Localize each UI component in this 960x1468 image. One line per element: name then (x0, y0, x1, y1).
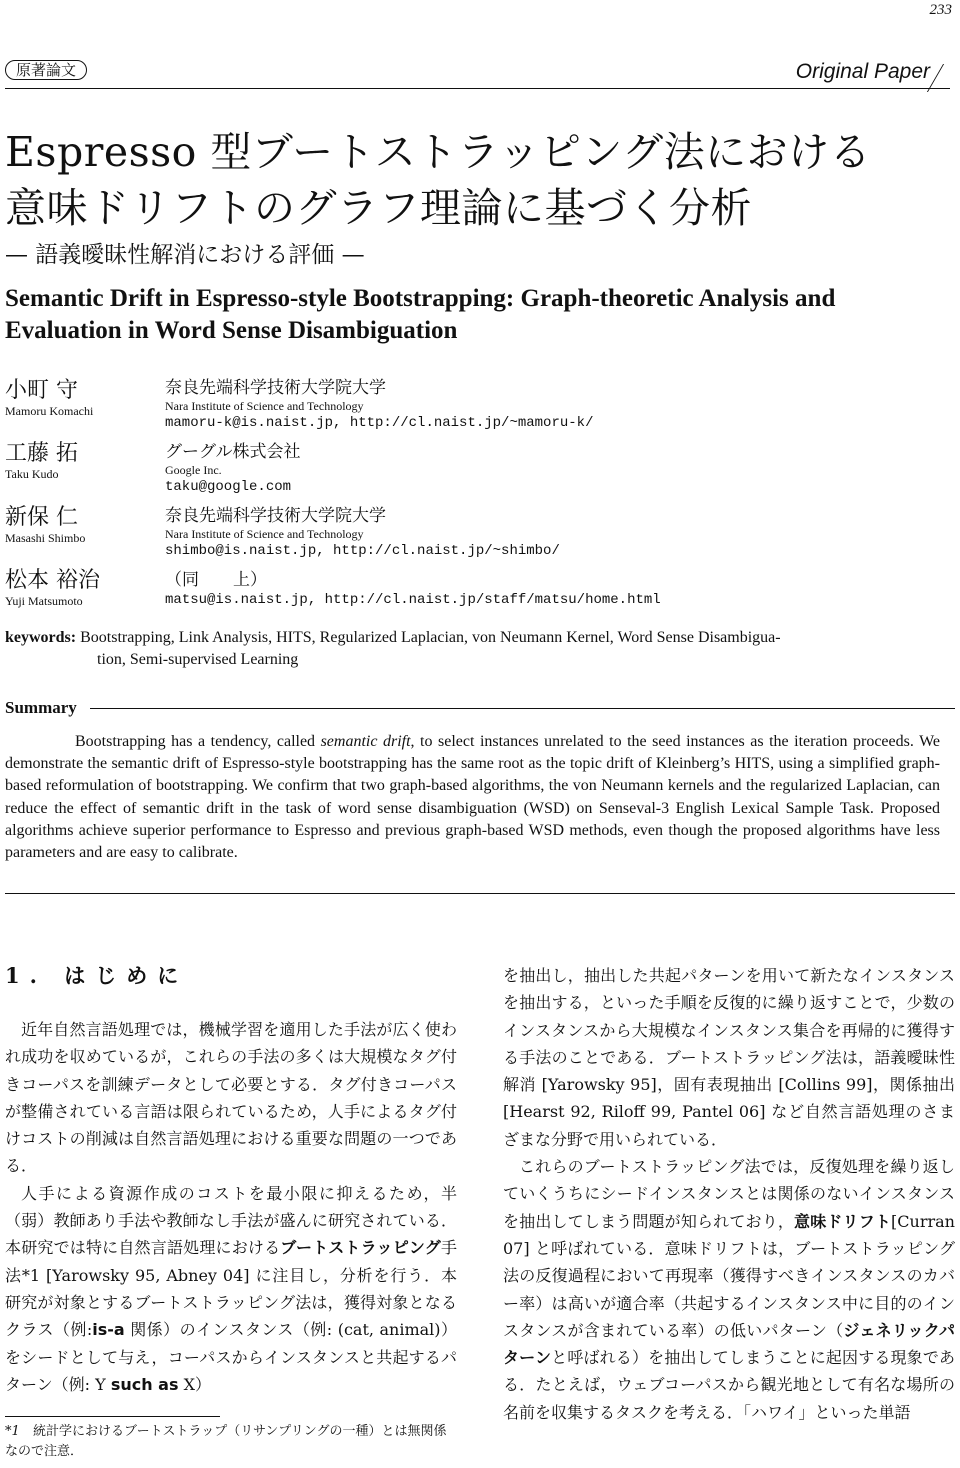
keywords-label: keywords: (5, 629, 77, 646)
subtitle-japanese: — 語義曖昧性解消における評価 — (5, 242, 365, 268)
bold-term: such as (110, 1374, 179, 1394)
text-run: 手法*1 [Yarowsky 95, Abney 04] に注目し，分析を行う．本研究が対象とするブートストラッピング法は，獲得対象となるクラス（例: (5, 1238, 457, 1340)
author-2 (5, 441, 78, 481)
author-4 (5, 568, 100, 608)
author-name-en: Yuji Matsumoto (5, 594, 83, 608)
author-name-ja: 小町 守 (5, 378, 78, 403)
title-english (5, 283, 950, 347)
header-rule (5, 88, 950, 89)
paper-category-tag: 原著論文 (5, 60, 87, 80)
affiliation-contact[interactable]: shimbo@is.naist.jp, http://cl.naist.jp/~shimbo/ (165, 543, 560, 559)
author-name-en: Mamoru Komachi (5, 404, 94, 418)
footnote-mark: *1 (5, 1424, 20, 1439)
paragraph: 近年自然言語処理では，機械学習を適用した手法が広く使われ成功を収めているが，これらの手法の多くは大規模なタグ付きコーパスを訓練データとして必要とする．タグ付きコーパスが整備されている言語は限られているため，人手によるタグ付けコストの削減は自然言語処理における重要な問題の一つである． (5, 1020, 457, 1176)
author-3 (5, 505, 85, 545)
summary-text: , to select instances unrelated to the seed instances as the iteration proceeds. We demonstrate the semantic drift of Espresso-style bootstrapping has the same root as the topic drift of Kleinberg’s HITS, using a simplified graph-based reformulation of bootstrapping. We confirm that two graph-based algorithms, the von Neumann kernels and the regularized Laplacian, can reduce the effect of semantic drift in the task of word sense disambiguation (WSD) on Senseval-3 English Lexical Sample Task. Proposed algorithms achieve superior performance to Espresso and previous graph-based WSD methods, even though the proposed algorithms have less parameters and are easy to calibrate. (5, 733, 941, 862)
author-name-en: Masashi Shimbo (5, 531, 86, 545)
title-en-line2: Evaluation in Word Sense Disambiguation (5, 317, 458, 344)
title-ja-line1: Espresso 型ブートストラッピング法における (5, 128, 872, 176)
affiliation-name-ja: グーグル株式会社 (165, 442, 301, 462)
body-column-left (5, 1016, 457, 1398)
affiliation-name-en: Nara Institute of Science and Technology (165, 399, 364, 413)
paragraph (503, 1153, 955, 1426)
summary-text: Bootstrapping has a tendency, called (75, 733, 321, 750)
author-name-en: Taku Kudo (5, 467, 59, 481)
affiliation-contact[interactable]: matsu@is.naist.jp, http://cl.naist.jp/staff/matsu/home.html (165, 592, 661, 608)
footnote-rule (5, 1416, 220, 1417)
paper-type-label: Original Paper (795, 60, 930, 83)
author-name-ja: 工藤 拓 (5, 441, 78, 466)
keywords-line2: tion, Semi-supervised Learning (97, 651, 299, 668)
text-run: X） (178, 1374, 211, 1394)
footnote-text: 統計学におけるブートストラップ（リサンプリングの一種）とは無関係なので注意． (5, 1424, 447, 1459)
bold-term: ジェネリックパターン (503, 1320, 955, 1368)
affiliation-3 (165, 505, 560, 560)
affiliation-contact[interactable]: taku@google.com (165, 479, 292, 495)
keywords-block (5, 627, 955, 671)
author-name-ja: 松本 裕治 (5, 568, 100, 593)
bold-term: is-a (92, 1320, 125, 1340)
bold-term: ブートストラッピング (280, 1238, 441, 1258)
text-run: と呼ばれる）を抽出してしまうことに起因する現象である．たとえば，ウェブコーパスから観光地として有名な場所の名前を収集するタスクを考える．「ハワイ」といった単語 (503, 1348, 955, 1422)
section-heading: 1. はじめに (5, 963, 189, 988)
text-run: [Curran 07] と呼ばれている．意味ドリフトは，ブートストラッピング法の反復過程において再現率（獲得すべきインスタンスのカバー率）は高いが適合率（共起するインスタンス中に目的のインスタンスが含まれている率）の低いパターン（ (503, 1211, 955, 1340)
affiliation-contact[interactable]: mamoru-k@is.naist.jp, http://cl.naist.jp/~mamoru-k/ (165, 415, 594, 431)
bold-term: 意味ドリフト (794, 1211, 892, 1231)
summary-bottom-rule (5, 893, 955, 894)
author-name-ja: 新保 仁 (5, 505, 78, 530)
title-en-line1: Semantic Drift in Espresso-style Bootstrapping: Graph-theoretic Analysis and (5, 285, 836, 312)
text-run: これらのブートストラッピング法では，反復処理を繰り返していくうちにシードインスタンスとは関係のないインスタンスを抽出してしまう問題が知られており， (503, 1157, 955, 1231)
summary-emphasis: semantic drift (320, 733, 411, 750)
keywords-line1: Bootstrapping, Link Analysis, HITS, Regularized Laplacian, von Neumann Kernel, Word Sense Disambigua- (80, 629, 781, 646)
page-number: 233 (929, 2, 952, 18)
paragraph (5, 1180, 457, 1398)
affiliation-name-en: Nara Institute of Science and Technology (165, 527, 364, 541)
affiliation-name-ja: 奈良先端科学技術大学院大学 (165, 506, 386, 526)
title-ja-line2: 意味ドリフトのグラフ理論に基づく分析 (5, 184, 752, 232)
text-run: 人手による資源作成のコストを最小限に抑えるため，半（弱）教師あり手法や教師なし手法が盛んに研究されている．本研究では特に自然言語処理における (5, 1183, 457, 1258)
author-1 (5, 378, 93, 418)
title-japanese (5, 124, 871, 236)
affiliation-1 (165, 377, 593, 432)
affiliation-2 (165, 441, 301, 496)
affiliation-name-en: Google Inc. (165, 463, 222, 477)
paragraph: を抽出し，抽出した共起パターンを用いて新たなインスタンスを抽出する，といった手順を反復的に繰り返すことで，少数のインスタンスから大規模なインスタンス集合を再帰的に獲得する手法のことである．ブートストラッピング法は，語義曖昧性解消 [Yarowsky 95]，固有表現抽出 [Collins 99]，関係抽出 [Hearst 92, Riloff 99, Pantel 06] など自然言語処理のさまざまな分野で用いられている． (503, 966, 955, 1149)
footnote (5, 1422, 457, 1462)
affiliation-4 (165, 569, 661, 609)
affiliation-name-ja: （同 上） (165, 570, 267, 590)
summary-body (5, 731, 940, 864)
text-run: 関係）のインスタンス（例: (cat, animal)）をシードとして与え，コーパスからインスタンスと共起するパターン（例: Y (5, 1320, 457, 1394)
summary-heading: Summary (5, 698, 77, 717)
summary-rule (90, 708, 955, 709)
body-column-right (503, 962, 955, 1426)
affiliation-name-ja: 奈良先端科学技術大学院大学 (165, 378, 386, 398)
